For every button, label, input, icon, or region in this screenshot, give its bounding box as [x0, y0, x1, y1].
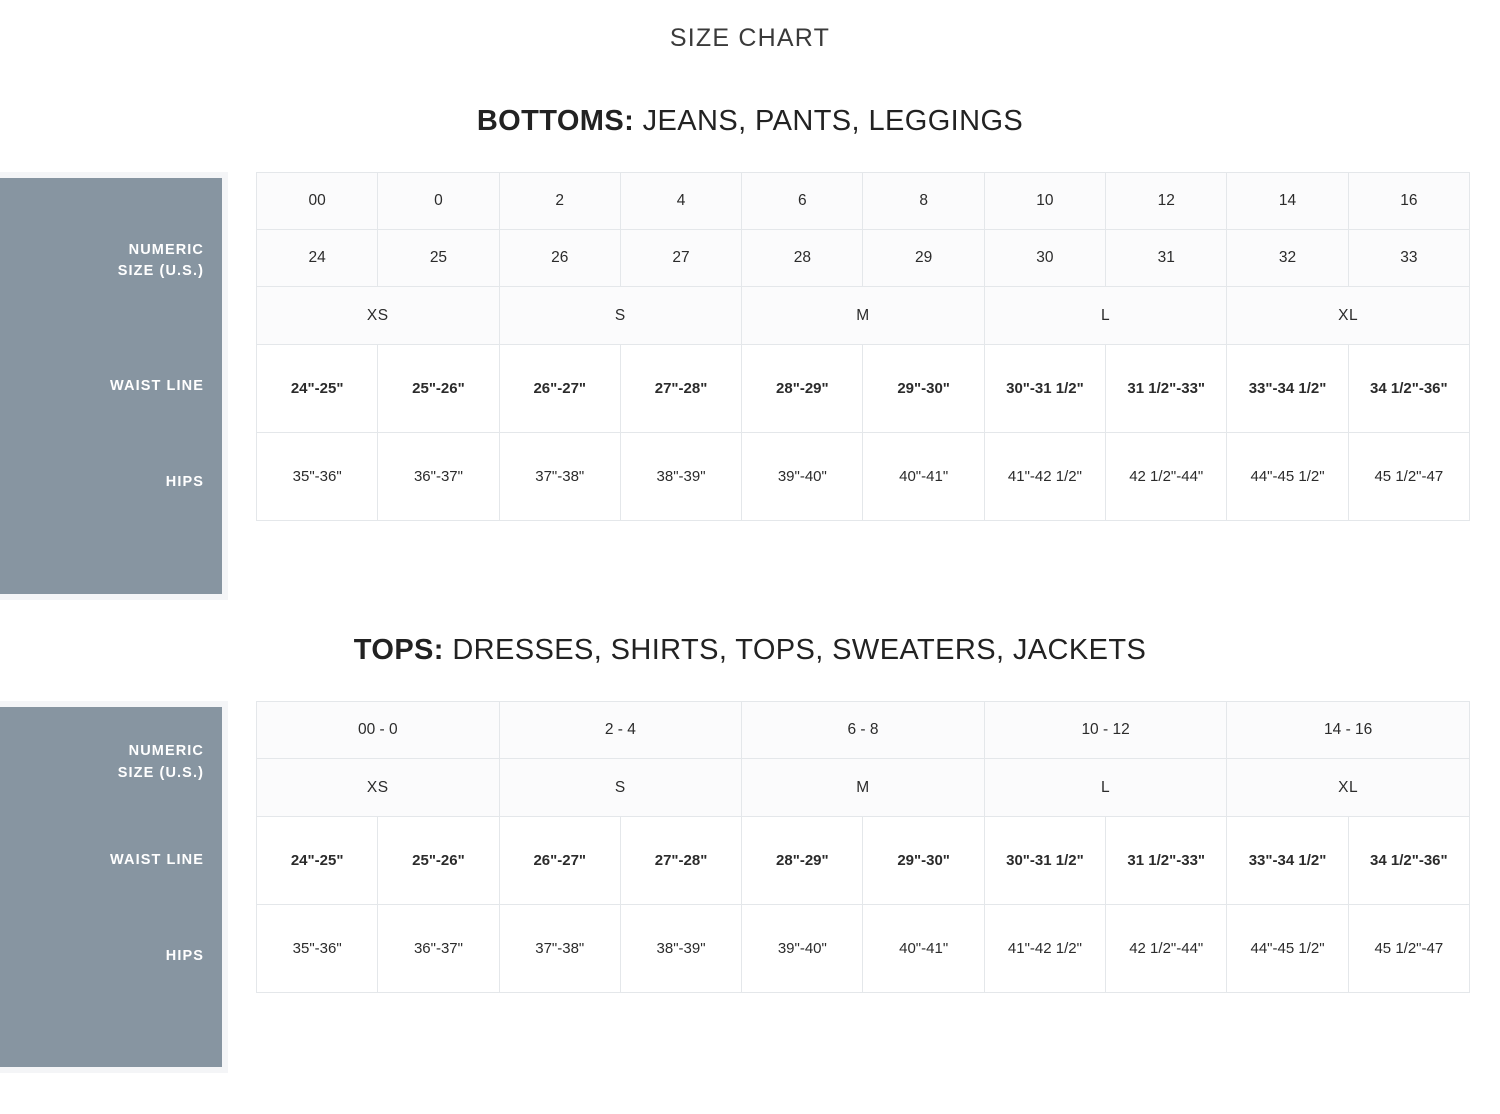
table-wrap-bottoms [256, 172, 1470, 521]
cell-waist: 31 1/2"-33" [1106, 345, 1227, 433]
table-row [257, 433, 1470, 521]
cell-numeric: 6 - 8 [742, 702, 985, 759]
cell-numeric: 10 - 12 [984, 702, 1227, 759]
cell-waist: 28"-29" [742, 817, 863, 905]
table-row [257, 817, 1470, 905]
top-spacer [0, 0, 1500, 18]
section-bottoms [0, 172, 1500, 600]
cell-letter-size: S [499, 759, 742, 817]
cell-numeric: 14 - 16 [1227, 702, 1470, 759]
size-table-tops [256, 701, 1470, 993]
cell-numeric: 8 [863, 173, 984, 230]
cell-hips: 44"-45 1/2" [1227, 433, 1348, 521]
label-numeric-tops: NUMERIC [128, 743, 204, 760]
cell-letter-size: XL [1227, 287, 1470, 345]
label-numeric-bottoms: NUMERIC [128, 241, 204, 258]
cell-letter-size: XS [257, 759, 500, 817]
title-gap [0, 53, 1500, 105]
cell-waist: 25"-26" [378, 817, 499, 905]
heading-gap-tops [0, 667, 1500, 701]
table-row [257, 287, 1470, 345]
table-row [257, 905, 1470, 993]
cell-size: 25 [378, 230, 499, 287]
label-numeric-size-bottoms [0, 178, 222, 345]
cell-waist: 33"-34 1/2" [1227, 817, 1348, 905]
cell-hips: 45 1/2"-47 [1348, 905, 1469, 993]
label-hips-bottoms: HIPS [165, 473, 204, 490]
section-tops [0, 701, 1500, 1073]
cell-letter-size: M [742, 759, 985, 817]
cell-waist: 29"-30" [863, 817, 984, 905]
label-waist-tops: WAIST LINE [110, 852, 204, 869]
section-heading-tops-lead: TOPS: [353, 634, 444, 666]
cell-hips: 40"-41" [863, 433, 984, 521]
cell-size: 31 [1106, 230, 1227, 287]
cell-waist: 25"-26" [378, 345, 499, 433]
cell-size: 26 [499, 230, 620, 287]
heading-gap-bottoms [0, 138, 1500, 172]
cell-letter-size: XL [1227, 759, 1470, 817]
cell-hips: 36"-37" [378, 905, 499, 993]
cell-size: 27 [620, 230, 741, 287]
cell-waist: 30"-31 1/2" [984, 345, 1105, 433]
table-wrap-tops [256, 701, 1470, 993]
cell-letter-size: L [984, 287, 1227, 345]
cell-numeric: 10 [984, 173, 1105, 230]
cell-waist: 30"-31 1/2" [984, 817, 1105, 905]
cell-waist: 29"-30" [863, 345, 984, 433]
cell-size: 30 [984, 230, 1105, 287]
cell-hips: 42 1/2"-44" [1106, 433, 1227, 521]
section-heading-bottoms [0, 105, 1500, 138]
cell-waist: 34 1/2"-36" [1348, 345, 1469, 433]
cell-hips: 35"-36" [257, 433, 378, 521]
label-numeric-size-tops [0, 707, 222, 819]
cell-size: 24 [257, 230, 378, 287]
cell-hips: 37"-38" [499, 905, 620, 993]
table-row [257, 173, 1470, 230]
cell-hips: 38"-39" [620, 905, 741, 993]
section-heading-bottoms-lead: BOTTOMS: [476, 105, 635, 137]
cell-size: 33 [1348, 230, 1469, 287]
cell-waist: 33"-34 1/2" [1227, 345, 1348, 433]
table-row [257, 759, 1470, 817]
cell-waist: 24"-25" [257, 817, 378, 905]
cell-size: 32 [1227, 230, 1348, 287]
section-heading-bottoms-rest: JEANS, PANTS, LEGGINGS [634, 105, 1024, 137]
cell-hips: 40"-41" [863, 905, 984, 993]
cell-hips: 35"-36" [257, 905, 378, 993]
cell-hips: 41"-42 1/2" [984, 433, 1105, 521]
cell-numeric: 14 [1227, 173, 1348, 230]
cell-letter-size: M [742, 287, 985, 345]
cell-waist: 26"-27" [499, 345, 620, 433]
cell-letter-size: XS [257, 287, 500, 345]
page-title: SIZE CHART [669, 24, 831, 52]
cell-numeric: 00 - 0 [257, 702, 500, 759]
table-row [257, 702, 1470, 759]
section-gap [0, 600, 1500, 634]
cell-hips: 44"-45 1/2" [1227, 905, 1348, 993]
cell-hips: 36"-37" [378, 433, 499, 521]
cell-waist: 31 1/2"-33" [1106, 817, 1227, 905]
section-heading-tops [0, 634, 1500, 667]
cell-hips: 39"-40" [742, 433, 863, 521]
cell-numeric: 2 [499, 173, 620, 230]
cell-hips: 41"-42 1/2" [984, 905, 1105, 993]
label-hips-tops: HIPS [165, 947, 204, 964]
cell-hips: 39"-40" [742, 905, 863, 993]
cell-waist: 28"-29" [742, 345, 863, 433]
cell-numeric: 12 [1106, 173, 1227, 230]
cell-numeric: 6 [742, 173, 863, 230]
label-waist-bottoms: WAIST LINE [110, 378, 204, 395]
cell-numeric: 4 [620, 173, 741, 230]
cell-hips: 38"-39" [620, 433, 741, 521]
cell-numeric: 0 [378, 173, 499, 230]
label-panel-tops [0, 701, 228, 1073]
cell-size: 28 [742, 230, 863, 287]
table-row [257, 345, 1470, 433]
cell-waist: 34 1/2"-36" [1348, 817, 1469, 905]
table-row [257, 230, 1470, 287]
cell-numeric: 00 [257, 173, 378, 230]
label-panel-bottoms [0, 172, 228, 600]
cell-waist: 24"-25" [257, 345, 378, 433]
cell-letter-size: L [984, 759, 1227, 817]
cell-numeric: 16 [1348, 173, 1469, 230]
cell-letter-size: S [499, 287, 742, 345]
size-table-bottoms [256, 172, 1470, 521]
section-heading-tops-rest: DRESSES, SHIRTS, TOPS, SWEATERS, JACKETS [443, 634, 1147, 666]
cell-hips: 45 1/2"-47 [1348, 433, 1469, 521]
cell-size: 29 [863, 230, 984, 287]
cell-waist: 27"-28" [620, 345, 741, 433]
cell-hips: 37"-38" [499, 433, 620, 521]
cell-hips: 42 1/2"-44" [1106, 905, 1227, 993]
cell-waist: 27"-28" [620, 817, 741, 905]
label-size-us-bottoms: SIZE (U.S.) [117, 263, 204, 280]
label-size-us-tops: SIZE (U.S.) [117, 764, 204, 781]
cell-waist: 26"-27" [499, 817, 620, 905]
cell-numeric: 2 - 4 [499, 702, 742, 759]
